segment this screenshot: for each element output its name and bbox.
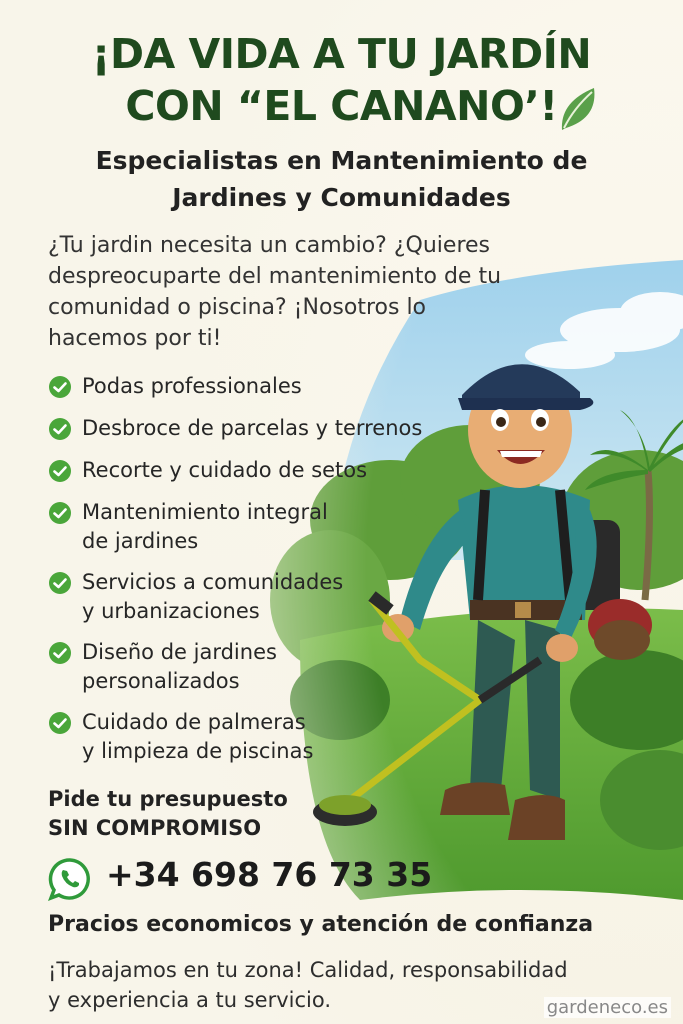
prices-tagline: Pracios economicos y atención de confianza <box>48 912 594 937</box>
quote-call-to-action <box>48 785 288 843</box>
check-circle-icon <box>48 641 72 665</box>
service-label: Podas professionales <box>82 374 302 398</box>
intro-line: hacemos por ti! <box>48 326 222 351</box>
cta-line-2: SIN COMPROMISO <box>48 816 262 840</box>
intro-line: despreocuparte del mantenimiento de tu <box>48 264 502 289</box>
leaf-icon <box>556 84 600 134</box>
headline-line-1: ¡DA VIDA A TU JARDÍN <box>91 30 592 78</box>
service-label: Desbroce de parcelas y terrenos <box>82 416 423 440</box>
check-circle-icon <box>48 417 72 441</box>
service-label: Diseño de jardines personalizados <box>82 640 277 693</box>
check-circle-icon <box>48 711 72 735</box>
headline-line-2: CON “EL CANANO’! <box>125 82 558 130</box>
service-label: Servicios a comunidades y urbanizaciones <box>82 570 344 623</box>
whatsapp-icon <box>48 857 92 901</box>
subtitle-line-1: Especialistas en Mantenimiento de <box>95 146 588 175</box>
phone-number[interactable]: +34 698 76 73 35 <box>106 855 433 894</box>
subtitle-line-2: Jardines y Comunidades <box>172 183 511 212</box>
check-circle-icon <box>48 375 72 399</box>
check-circle-icon <box>48 571 72 595</box>
service-label: Mantenimiento integral de jardines <box>82 500 328 553</box>
intro-text <box>48 230 548 354</box>
check-circle-icon <box>48 459 72 483</box>
intro-line: ¿Tu jardin necesita un cambio? ¿Quieres <box>48 233 490 258</box>
closing-line-1: ¡Trabajamos en tu zona! Calidad, responsabilidad <box>48 958 568 982</box>
watermark: gardeneco.es <box>544 997 671 1018</box>
service-label: Cuidado de palmeras y limpieza de piscinas <box>82 710 314 763</box>
intro-line: comunidad o piscina? ¡Nosotros lo <box>48 295 427 320</box>
closing-line-2: y experiencia a tu servicio. <box>48 988 332 1012</box>
service-label: Recorte y cuidado de setos <box>82 458 368 482</box>
check-circle-icon <box>48 501 72 525</box>
cta-line-1: Pide tu presupuesto <box>48 787 288 811</box>
